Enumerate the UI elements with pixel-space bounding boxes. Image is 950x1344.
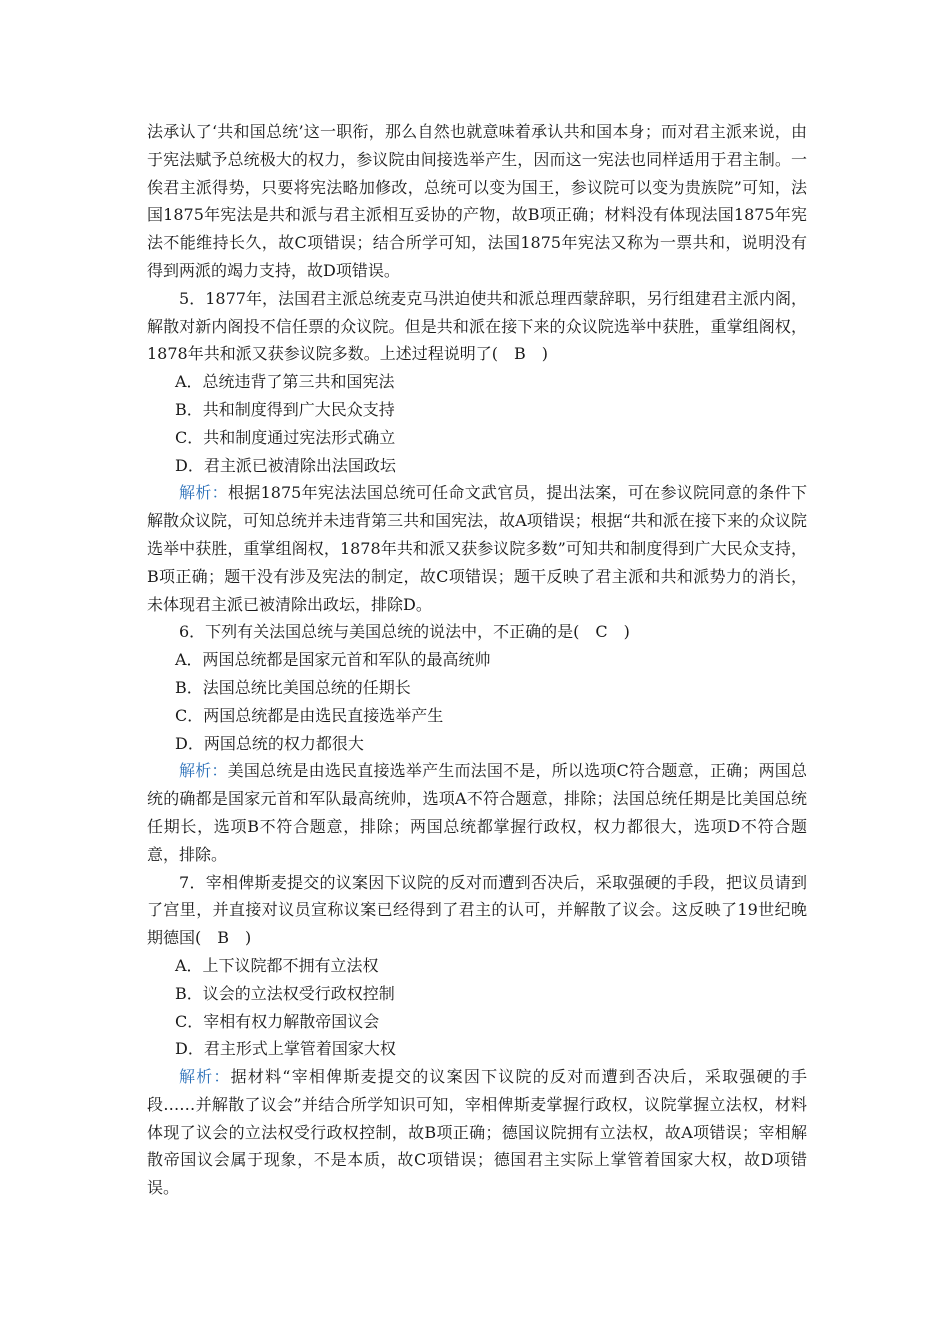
- question-7: [147, 869, 807, 1203]
- page-content: [147, 118, 807, 1202]
- option-c: C．宰相有权力解散帝国议会: [175, 1011, 380, 1031]
- option-b: B．议会的立法权受行政权控制: [175, 983, 395, 1003]
- analysis-text: 美国总统是由选民直接选举产生而法国不是，所以选项C符合题意，正确；两国总统的确都是国家元首和军队最高统帅，选项A不符合题意，排除；法国总统任期是比美国总统任期长，选项B不符合题意，排除；两国总统都掌握行政权，权力都很大，选项D不符合题意，排除。: [147, 761, 807, 864]
- analysis-text: 根据1875年宪法法国总统可任命文武官员，提出法案，可在参议院同意的条件下解散众议院，可知总统并未违背第三共和国宪法，故A项错误；根据“共和派在接下来的众议院选举中获胜，重掌组阁权，1878年共和派又获参议院多数”可知共和制度得到广大民众支持，B项正确；题干没有涉及宪法的制定，故C项错误；题干反映了君主派和共和派势力的消长，未体现君主派已被清除出政坛，排除D。: [147, 483, 807, 614]
- continuation-paragraph: 法承认了‘共和国总统’这一职衔，那么自然也就意味着承认共和国本身；而对君主派来说，由于宪法赋予总统极大的权力，参议院由间接选举产生，因而这一宪法也同样适用于君主制。一俟君主派得势，只要将宪法略加修改，总统可以变为国王，参议院可以变为贵族院”可知，法国1875年宪法是共和派与君主派相互妥协的产物，故B项正确；材料没有体现法国1875年宪法不能维持长久，故C项错误；结合所学可知，法国1875年宪法又称为一票共和，说明没有得到两派的竭力支持，故D项错误。: [147, 122, 807, 280]
- option-b: B．法国总统比美国总统的任期长: [175, 677, 411, 697]
- analysis-paragraph: [147, 1063, 807, 1202]
- question-stem: 6．下列有关法国总统与美国总统的说法中，不正确的是( C ): [179, 622, 630, 642]
- question-6: [147, 618, 807, 868]
- question-stem: 7．宰相俾斯麦提交的议案因下议院的反对而遭到否决后，采取强硬的手段，把议员请到了宫里，并直接对议员宣称议案已经得到了君主的认可，并解散了议会。这反映了19世纪晚期德国( B ): [147, 872, 807, 948]
- analysis-label: 解析：: [179, 761, 228, 781]
- option-d: D．两国总统的权力都很大: [175, 733, 364, 753]
- analysis-paragraph: [147, 757, 807, 868]
- option-c: C．共和制度通过宪法形式确立: [175, 427, 396, 447]
- question-stem: 5．1877年，法国君主派总统麦克马洪迫使共和派总理西蒙辞职，另行组建君主派内阁，解散对新内阁投不信任票的众议院。但是共和派在接下来的众议院选举中获胜，重掌组阁权，1878年共和派又获参议院多数。上述过程说明了( B ): [147, 288, 807, 364]
- option-c: C．两国总统都是由选民直接选举产生: [175, 705, 444, 725]
- analysis-text: 据材料“宰相俾斯麦提交的议案因下议院的反对而遭到否决后，采取强硬的手段……并解散了议会”并结合所学知识可知，宰相俾斯麦掌握行政权，议院掌握立法权，材料体现了议会的立法权受行政权控制，故B项正确；德国议院拥有立法权，故A项错误；宰相解散帝国议会属于现象，不是本质，故C项错误；德国君主实际上掌管着国家大权，故D项错误。: [147, 1067, 807, 1198]
- option-a: A．上下议院都不拥有立法权: [175, 955, 379, 975]
- analysis-label: 解析：: [179, 1067, 231, 1087]
- option-a: A．两国总统都是国家元首和军队的最高统帅: [175, 650, 491, 670]
- analysis-paragraph: [147, 479, 807, 618]
- analysis-label: 解析：: [179, 483, 228, 503]
- option-d: D．君主派已被清除出法国政坛: [175, 455, 396, 475]
- question-5: [147, 285, 807, 619]
- option-d: D．君主形式上掌管着国家大权: [175, 1039, 396, 1059]
- option-b: B．共和制度得到广大民众支持: [175, 399, 395, 419]
- option-a: A．总统违背了第三共和国宪法: [175, 372, 395, 392]
